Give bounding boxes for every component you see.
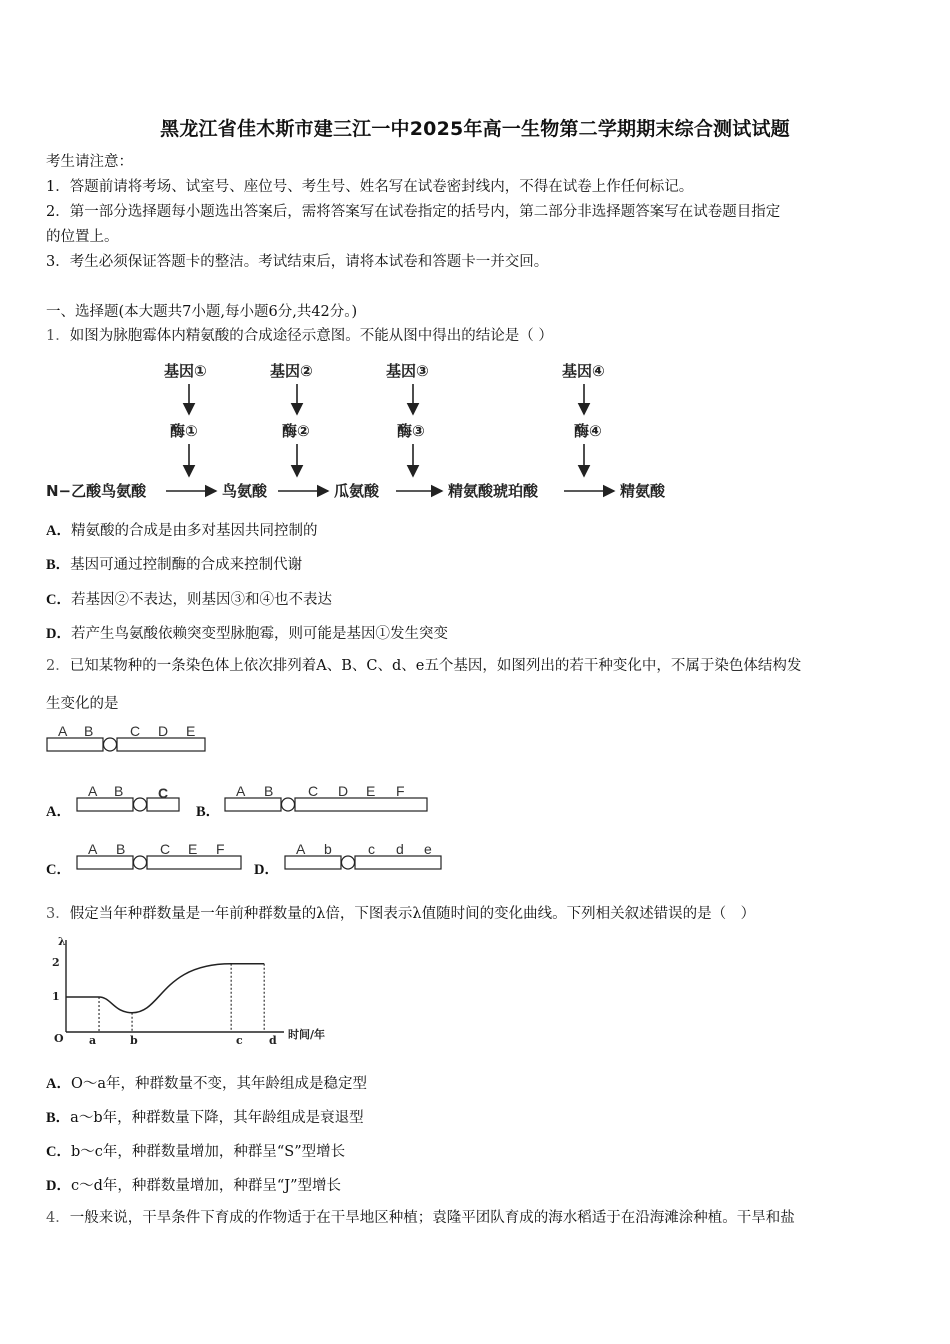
q2-option-c-letter[interactable] [46, 858, 71, 879]
q2-option-b-letter[interactable] [196, 800, 220, 821]
option-letter: B． [196, 804, 221, 820]
question-1-stem [46, 326, 553, 346]
gene-label: 基因① [164, 362, 207, 380]
option-letter: D． [46, 626, 71, 642]
gene-letter: F [396, 783, 405, 799]
substrate-label: 精氨酸琥珀酸 [448, 482, 539, 500]
lambda-curve [66, 964, 264, 1013]
gene-letter: E [186, 723, 196, 739]
y-tick-label: 1 [52, 990, 60, 1003]
option-letter: B． [46, 1110, 71, 1126]
chromosome-arm [147, 856, 241, 869]
question-text: 假定当年种群数量是一年前种群数量的λ倍，下图表示λ值随时间的变化曲线。下列相关叙述错误的是（ ） [69, 906, 756, 922]
q3-option-c[interactable] [46, 1140, 345, 1161]
chromosome-arm [77, 856, 133, 869]
gene-letter: A [296, 841, 306, 857]
option-letter: C． [46, 592, 71, 608]
question-number: 2． [46, 658, 70, 674]
arginine-pathway-diagram [46, 356, 686, 506]
chromosome-arm [47, 738, 103, 751]
substrate-label: 鸟氨酸 [222, 482, 268, 500]
question-text: 一般来说，干旱条件下育成的作物适于在干旱地区种植；袁隆平团队育成的海水稻适于在沿海滩涂种植。干旱和盐 [69, 1210, 795, 1226]
gene-letter: C [158, 785, 169, 801]
question-4-stem [46, 1208, 795, 1228]
gene-letter: A [88, 841, 98, 857]
origin-label: O [54, 1032, 64, 1045]
chromosome-arm [295, 798, 427, 811]
q2-option-a-chromosome [76, 782, 184, 814]
question-2-stem [46, 656, 801, 676]
section-heading: 一、选择题(本大题共7小题,每小题6分,共42分。) [46, 304, 358, 320]
substrate-label: 瓜氨酸 [334, 482, 380, 500]
option-text: O～a年，种群数量不变，其年龄组成是稳定型 [70, 1076, 368, 1092]
option-text: 精氨酸的合成是由多对基因共同控制的 [70, 523, 318, 539]
gene-letter: E [188, 841, 198, 857]
original-chromosome [46, 722, 216, 754]
enzyme-label: 酶② [282, 422, 310, 440]
notice-item: 1．答题前请将考场、试室号、座位号、考生号、姓名写在试卷密封线内，不得在试卷上作任何标记。 [46, 179, 694, 195]
gene-letter: B [114, 783, 124, 799]
gene-label: 基因④ [562, 362, 605, 380]
gene-letter: C [308, 783, 319, 799]
q3-option-a[interactable] [46, 1072, 367, 1093]
q1-option-d[interactable] [46, 622, 448, 643]
x-tick-label: a [89, 1034, 97, 1047]
gene-letter: D [338, 783, 349, 799]
question-number: 3． [46, 906, 70, 922]
gene-letter: B [264, 783, 274, 799]
option-letter: B． [46, 557, 71, 573]
centromere [134, 856, 147, 869]
question-3-stem [46, 904, 755, 924]
question-text: 如图为脉胞霉体内精氨酸的合成途径示意图。不能从图中得出的结论是（ ） [69, 328, 553, 344]
page-title: 黑龙江省佳木斯市建三江一中2025年高一生物第二学期期末综合测试试题 [160, 118, 790, 140]
q3-option-d[interactable] [46, 1174, 341, 1195]
question-number: 4． [46, 1210, 70, 1226]
gene-letter: e [424, 841, 432, 857]
y-axis-label: λ [58, 935, 66, 948]
centromere [134, 798, 147, 811]
chromosome-arm [77, 798, 133, 811]
option-letter: A． [46, 804, 71, 820]
gene-letter: b [324, 841, 332, 857]
enzyme-label: 酶③ [397, 422, 425, 440]
q1-option-a[interactable] [46, 519, 317, 540]
product-label: 精氨酸 [620, 482, 666, 500]
gene-letter: F [216, 841, 225, 857]
q2-option-a-letter[interactable] [46, 800, 71, 821]
centromere [282, 798, 295, 811]
lambda-plot [66, 964, 264, 1032]
enzyme-label: 酶① [170, 422, 198, 440]
q2-option-d-chromosome [284, 840, 446, 872]
option-text: c～d年，种群数量增加，种群呈“J”型增长 [70, 1178, 342, 1194]
gene-letter: A [236, 783, 246, 799]
option-letter: C． [46, 862, 71, 878]
gene-letter: D [158, 723, 169, 739]
option-text: b～c年，种群数量增加，种群呈“S”型增长 [70, 1144, 346, 1160]
chromosome-arm [117, 738, 205, 751]
enzyme-label: 酶④ [574, 422, 602, 440]
option-text: a～b年，种群数量下降，其年龄组成是衰退型 [70, 1110, 364, 1126]
x-tick-label: b [130, 1034, 138, 1047]
q2-option-d-letter[interactable] [254, 858, 279, 879]
centromere [104, 738, 117, 751]
notice-heading: 考生请注意： [46, 154, 133, 170]
substrate-label: N−乙酸鸟氨酸 [46, 482, 147, 500]
option-text: 若产生鸟氨酸依赖突变型脉胞霉，则可能是基因①发生突变 [70, 626, 448, 642]
chromosome-arm [225, 798, 281, 811]
question-number: 1． [46, 328, 70, 344]
option-letter: D． [46, 1178, 71, 1194]
notice-item: 2．第一部分选择题每小题选出答案后，需将答案写在试卷指定的括号内，第二部分非选择题答案写在试卷题目指定 [46, 204, 781, 220]
gene-letter: c [368, 841, 375, 857]
gene-letter: B [84, 723, 94, 739]
option-text: 若基因②不表达，则基因③和④也不表达 [70, 592, 332, 608]
q2-option-c-chromosome [76, 840, 246, 872]
option-letter: D． [254, 862, 279, 878]
q1-option-c[interactable] [46, 588, 332, 609]
question-text: 已知某物种的一条染色体上依次排列着A、B、C、d、e五个基因，如图列出的若干种变化中，不属于染色体结构发 [69, 658, 802, 674]
x-tick-label: d [269, 1034, 277, 1047]
question-2-stem-cont: 生变化的是 [46, 696, 119, 712]
gene-letter: C [130, 723, 141, 739]
x-tick-label: c [236, 1034, 243, 1047]
lambda-time-graph [44, 934, 364, 1049]
gene-letter: B [116, 841, 126, 857]
notice-item: 3．考生必须保证答题卡的整洁。考试结束后，请将本试卷和答题卡一并交回。 [46, 254, 549, 270]
q1-option-b[interactable] [46, 553, 302, 574]
gene-letter: d [396, 841, 404, 857]
x-axis-label: 时间/年 [288, 1028, 326, 1041]
centromere [342, 856, 355, 869]
chromosome-arm [285, 856, 341, 869]
chromosome-arm [355, 856, 441, 869]
option-text: 基因可通过控制酶的合成来控制代谢 [70, 557, 303, 573]
gene-letter: A [88, 783, 98, 799]
gene-letter: E [366, 783, 376, 799]
q3-option-b[interactable] [46, 1106, 364, 1127]
gene-letter: A [58, 723, 68, 739]
notice-item: 的位置上。 [46, 229, 119, 245]
gene-label: 基因② [270, 362, 313, 380]
gene-label: 基因③ [386, 362, 429, 380]
y-tick-label: 2 [52, 956, 60, 969]
option-letter: A． [46, 1076, 71, 1092]
option-letter: A． [46, 523, 71, 539]
q2-option-b-chromosome [224, 782, 432, 814]
gene-letter: C [160, 841, 171, 857]
option-letter: C． [46, 1144, 71, 1160]
